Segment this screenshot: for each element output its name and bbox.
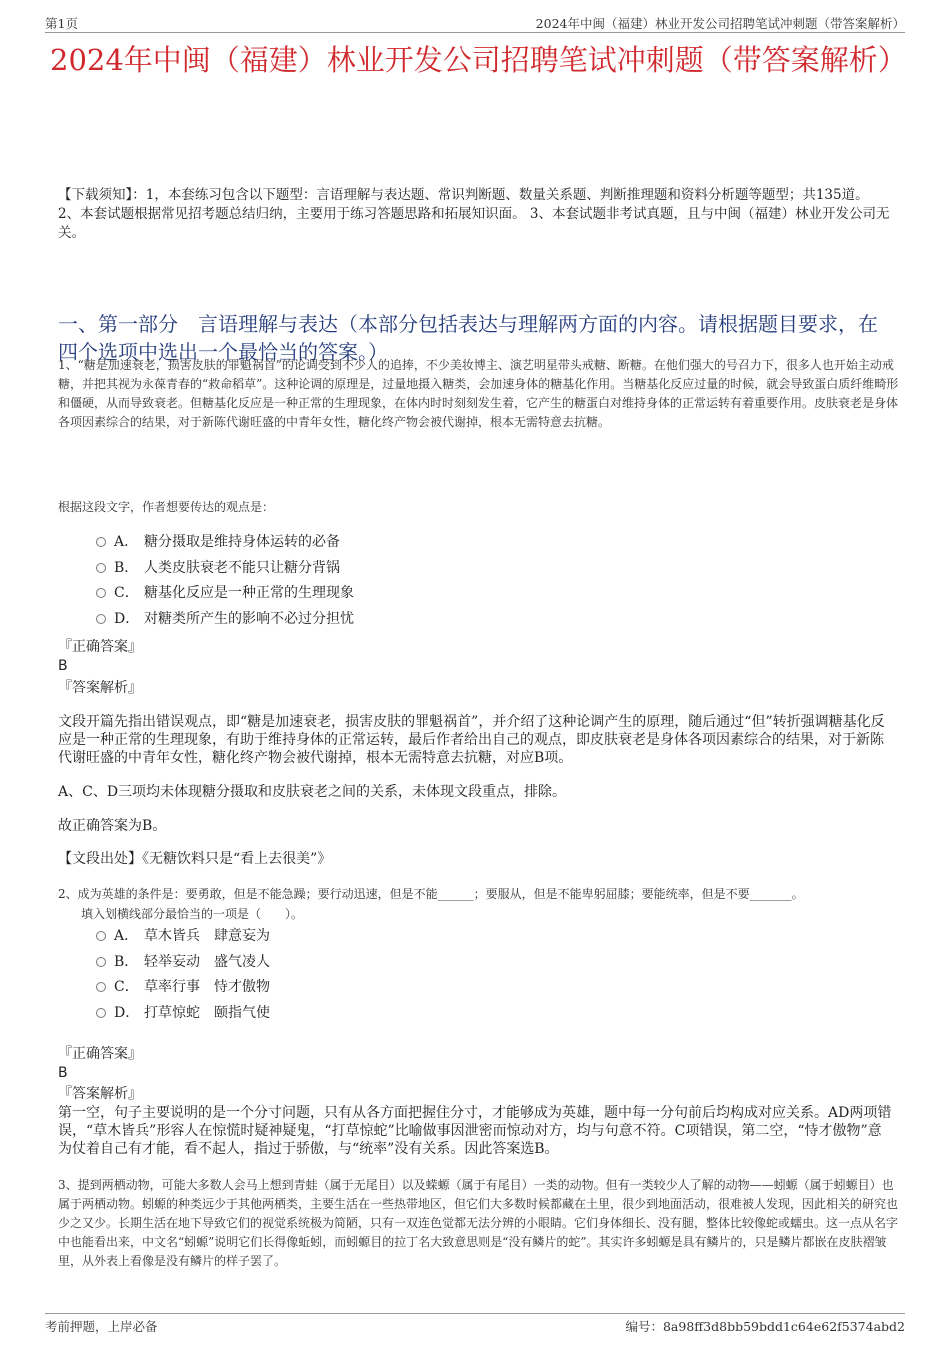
radio-icon[interactable] [96,563,106,573]
q1-analysis-para-3: 故正确答案为B。 [58,818,167,834]
q1-analysis-label: 『答案解析』 [58,680,142,696]
q2-analysis-label: 『答案解析』 [58,1086,142,1102]
page-number: 第1页 [45,16,78,31]
q2-option-a[interactable]: A． 草木皆兵 肆意妄为 [96,927,270,945]
q1-analysis-para-2: A、C、D三项均未体现糖分摄取和皮肤衰老之间的关系，未体现文段重点，排除。 [58,784,567,800]
header-doc-title: 2024年中闽（福建）林业开发公司招聘笔试冲刺题（带答案解析） [535,16,905,31]
q2-correct-label: 『正确答案』 [58,1046,142,1062]
q2-analysis-para-1: 第一空，句子主要说明的是一个分寸问题，只有从各方面把握住分寸，才能够成为英雄，题中每一分句前后均构成对应关系。AD两项错误，“草木皆兵”形容人在惊慌时疑神疑鬼，“打草惊蛇”比喻做事因泄密而惊动对方，均与句意不符。C项错误，第二空，“恃才傲物”意为仗着自己有才能，看不起人，指过于骄傲，与“统率”没有关系。因此答案选B。 [58,1105,892,1157]
q2-correct-answer: B [58,1065,68,1081]
q1-correct-answer: B [58,658,68,674]
q1-option-d[interactable]: D． 对糖类所产生的影响不必过分担忧 [96,610,354,628]
radio-icon[interactable] [96,982,106,992]
question-3-stem: 3、提到两栖动物，可能大多数人会马上想到青蛙（属于无尾目）以及蝾螈（属于有尾目）一类的动物。但有一类较少人了解的动物——蚓螈（属于蚓螈目）也属于两栖动物。蚓螈的种类远少于其他两栖类，主要生活在一些热带地区，但它们大多数时候都藏在土里，很少到地面活动，很难被人发现，因此相关的研究也少之又少。长期生活在地下导致它们的视觉系统极为简陋，只有一双连色觉都无法分辨的小眼睛。它们身体细长、没有腿，整体比较像蛇或蠕虫。这一点从名字中也能看出来，中文名“蚓螈”说明它们长得像蚯蚓，而蚓螈目的拉丁名大致意思则是“没有鳞片的蛇”。其实许多蚓螈是具有鳞片的，只是鳞片都嵌在皮肤褶皱里，从外表上看像是没有鳞片的样子罢了。 [58,1178,899,1268]
q2-option-b[interactable]: B． 轻举妄动 盛气凌人 [96,953,270,971]
q1-source: 【文段出处】《无糖饮料只是“看上去很美”》 [58,851,332,867]
question-1-prompt: 根据这段文字，作者想要传达的观点是： [58,500,275,514]
radio-icon[interactable] [96,1008,106,1018]
radio-icon[interactable] [96,957,106,967]
q1-correct-label: 『正确答案』 [58,639,142,655]
download-notice: 【下载须知】：1，本套练习包含以下题型：言语理解与表达题、常识判断题、数量关系题、判断推理题和资料分析题等题型；共135道。 2、本套试题根据常见招考题总结归纳，主要用于练习答题思路和拓展知识面。 3、本套试题非考试真题，且与中闽（福建）林业开发公司无关。 [58,187,890,241]
q1-option-c[interactable]: C． 糖基化反应是一种正常的生理现象 [96,584,354,602]
page-header [45,10,905,33]
q2-option-d[interactable]: D． 打草惊蛇 颐指气使 [96,1004,270,1022]
question-2-stem: 2、成为英雄的条件是：要勇敢，但是不能急躁；要行动迅速，但是不能______；要服从，但是不能卑躬屈膝；要能统率，但是不要_______。 [58,887,804,901]
page-footer [45,1313,905,1334]
question-1-stem: 1、“糖是加速衰老，损害皮肤的罪魁祸首”的论调受到不少人的追捧，不少美妆博主、演艺明星带头戒糖、断糖。在他们强大的号召力下，很多人也开始主动戒糖，并把其视为永葆青春的“救命稻草”。这种论调的原理是，过量地摄入糖类，会加速身体的糖基化作用。当糖基化反应过量的时候，就会导致蛋白质纤维畸形和僵硬，从而导致衰老。但糖基化反应是一种正常的生理现象，在体内时时刻刻发生着，它产生的糖蛋白对维持身体的正常运转有着重要作用。皮肤衰老是身体各项因素综合的结果，对于新陈代谢旺盛的中青年女性，糖化终产物会被代谢掉，根本无需特意去抗糖。 [58,358,899,429]
radio-icon[interactable] [96,931,106,941]
page-title: 2024年中闽（福建）林业开发公司招聘笔试冲刺题（带答案解析） [50,43,907,77]
footer-slogan: 考前押题，上岸必备 [45,1319,158,1334]
section-title: 一、第一部分 言语理解与表达（本部分包括表达与理解两方面的内容。请根据题目要求，在四个选项中选出一个最恰当的答案。） [58,312,878,364]
question-2-prompt: 填入划横线部分最恰当的一项是（ ）。 [81,907,304,921]
q1-option-a[interactable]: A． 糖分摄取是维持身体运转的必备 [96,533,340,551]
radio-icon[interactable] [96,588,106,598]
radio-icon[interactable] [96,614,106,624]
q2-option-c[interactable]: C． 草率行事 恃才傲物 [96,978,270,996]
radio-icon[interactable] [96,537,106,547]
footer-doc-id: 编号：8a98ff3d8bb59bdd1c64e62f5374abd2 [625,1319,905,1334]
q1-option-b[interactable]: B． 人类皮肤衰老不能只让糖分背锅 [96,559,340,577]
q1-analysis-para-1: 文段开篇先指出错误观点，即“糖是加速衰老，损害皮肤的罪魁祸首”，并介绍了这种论调产生的原理，随后通过“但”转折强调糖基化反应是一种正常的生理现象，有助于维持身体的正常运转，最后作者给出自己的观点，即皮肤衰老是身体各项因素综合的结果，对于新陈代谢旺盛的中青年女性，糖化终产物会被代谢掉，根本无需特意去抗糖，对应B项。 [58,714,885,766]
